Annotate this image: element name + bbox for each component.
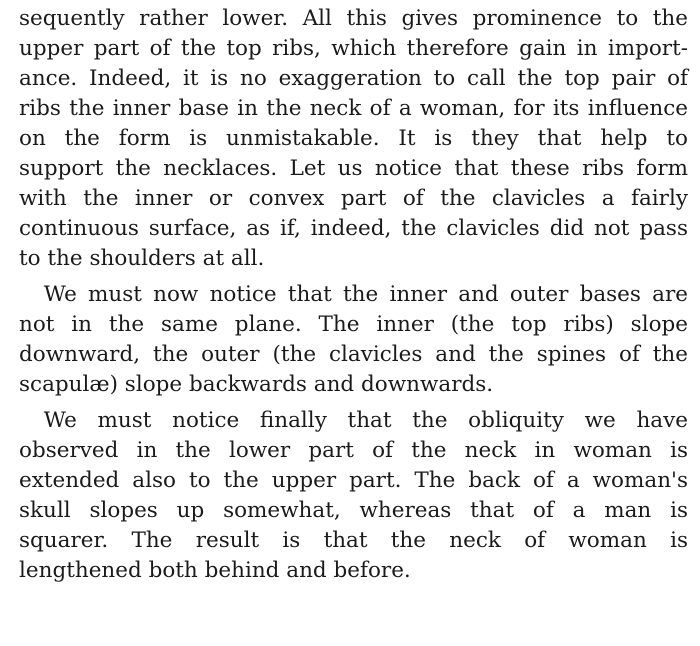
text-line: scapulæ) slope backwards and downwards. (19, 372, 494, 397)
text-line: support the necklaces. Let us notice that these ribs form (19, 156, 688, 181)
paragraph-ribs (19, 4, 688, 274)
text-line: not in the same plane. The inner (the top ribs) slope (19, 312, 688, 337)
text-line: downward, the outer (the clavicles and the spines of the (19, 342, 688, 367)
text-line: upper part of the top ribs, which therefore gain in import- (19, 36, 688, 61)
text-line: ribs the inner base in the neck of a woman, for its influence (19, 96, 688, 121)
text-line: continuous surface, as if, indeed, the clavicles did not pass (19, 216, 688, 241)
text-line: We must notice finally that the obliquity we have (43, 408, 688, 433)
text-line: sequently rather lower. All this gives prominence to the (19, 6, 688, 31)
text-line: with the inner or convex part of the clavicles a fairly (19, 186, 688, 211)
text-line: skull slopes up somewhat, whereas that of a man is (19, 498, 688, 523)
text-line: to the shoulders at all. (19, 246, 265, 271)
text-line: lengthened both behind and before. (19, 558, 411, 583)
paragraph-bases (19, 280, 688, 400)
text-line: observed in the lower part of the neck in woman is (19, 438, 688, 463)
paragraph-obliquity (19, 406, 688, 586)
text-line: squarer. The result is that the neck of woman is (19, 528, 688, 553)
text-line: ance. Indeed, it is no exaggeration to call the top pair of (19, 66, 688, 91)
text-line: extended also to the upper part. The back of a woman's (19, 468, 688, 493)
text-line: We must now notice that the inner and outer bases are (43, 282, 688, 307)
text-line: on the form is unmistakable. It is they that help to (19, 126, 688, 151)
